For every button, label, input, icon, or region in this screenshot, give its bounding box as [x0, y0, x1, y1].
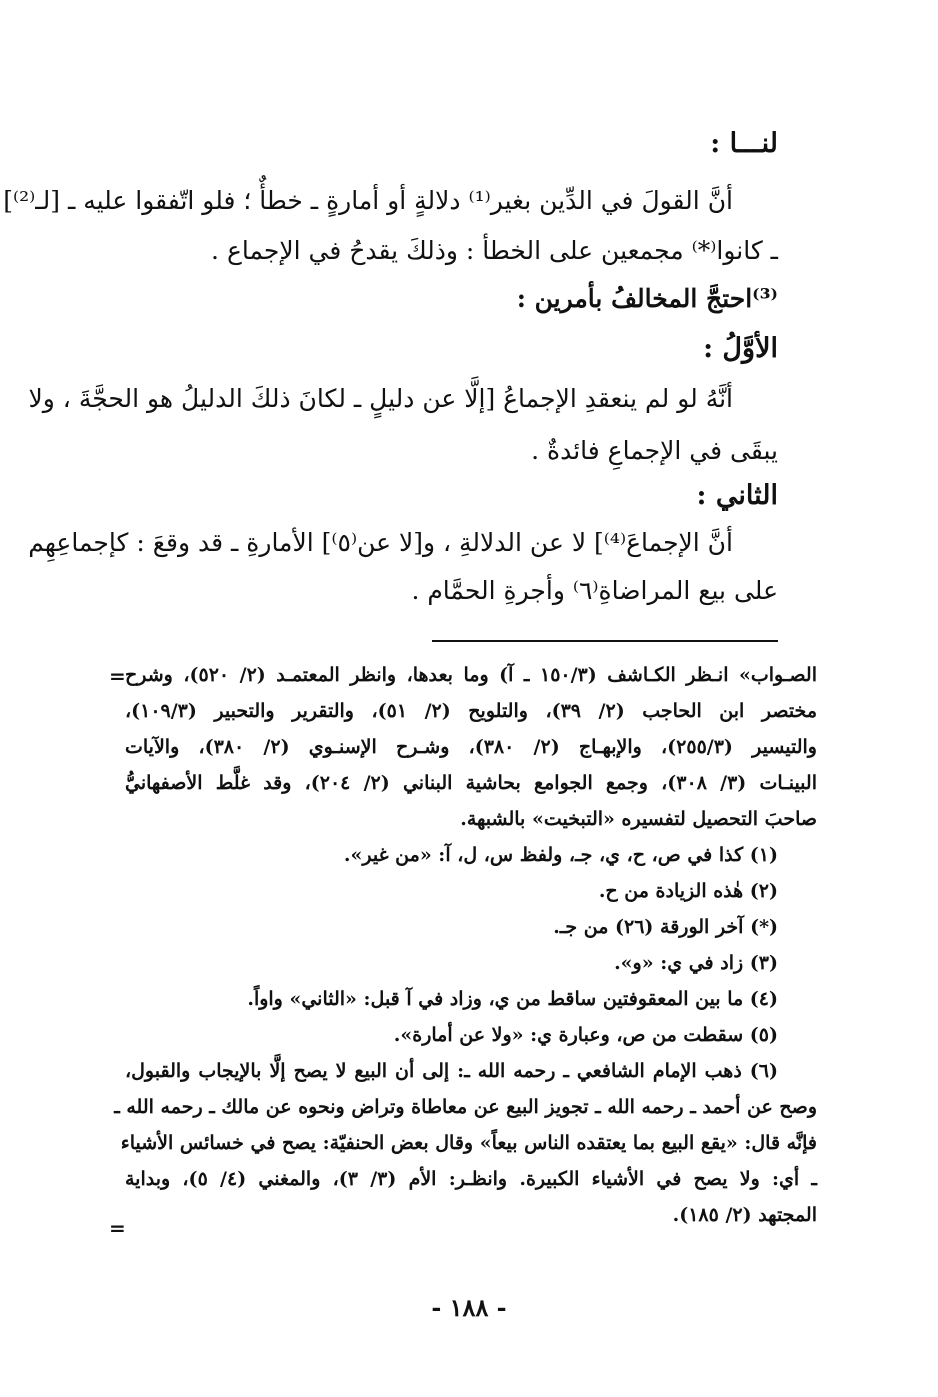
- footnote-continuation-line-3: والتيسير (٢٥٥/٣)، والإبهـاج (٢/ ٣٨٠)، وشـرح الإسنـوي (٢/ ٣٨٠)، والآيات: [125, 736, 817, 758]
- footnote-3: (٣) زاد في ي: «و».: [614, 952, 778, 974]
- continuation-mark-bottom: =: [109, 1216, 126, 1240]
- footnote-5: (٥) سقطت من ص، وعبارة ي: «ولا عن أمارة».: [393, 1024, 778, 1046]
- footnote-continuation-line-4: البينـات (٣/ ٣٠٨)، وجمع الجوامع بحاشية البناني (٢/ ٢٠٤)، وقد غلَّط الأصفهانيُّ: [125, 772, 817, 794]
- footnote-6-line-1: (٦) ذهب الإمام الشافعي ـ رحمه الله ـ: إلى أن البيع لا يصح إلَّا بالإيجاب والقبول،: [125, 1060, 778, 1082]
- paragraph-1-line-2: ـ كانوا⁽*⁾ مجمعين على الخطأ : وذلكَ يقدحُ في الإجماع .: [211, 236, 778, 265]
- paragraph-1-line-1: أنَّ القولَ في الدِّين بغير⁽¹⁾ دلالةٍ أو أمارةٍ ـ خطأٌ ؛ فلو اتّفقوا عليه ـ [لـ⁽²⁾]: [3, 186, 733, 215]
- heading-lana: لنـــا :: [710, 128, 778, 159]
- heading-second: الثاني :: [696, 480, 778, 511]
- footnote-1: (١) كذا في ص، ح، ي، جـ، ولفظ س، ل، آ: «من غير».: [343, 844, 778, 866]
- footnote-6-line-5: المجتهد (٢/ ١٨٥).: [672, 1204, 817, 1226]
- heading-ihtajja: ⁽³⁾احتجَّ المخالفُ بأمرين :: [516, 284, 778, 313]
- footnote-6-line-2: وصح عن أحمد ـ رحمه الله ـ تجويز البيع عن معاطاة وتراض ونحوه عن مالك ـ رحمه الله ـ: [114, 1096, 817, 1118]
- footnote-continuation-line-2: مختصر ابن الحاجب (٢/ ٣٩)، والتلويح (٢/ ٥١)، والتقرير والتحبير (١٠٩/٣)،: [125, 700, 817, 722]
- paragraph-3-line-2: على بيع المراضاةِ⁽٦⁾ وأجرةِ الحمَّام .: [411, 576, 778, 605]
- footnote-continuation-line-5: صاحبَ التحصيل لتفسيره «التبخيت» بالشبهة.: [460, 808, 817, 830]
- continuation-mark-top: =: [109, 664, 126, 688]
- paragraph-2-line-2: يبقَى في الإجماعِ فائدةٌ .: [531, 436, 778, 465]
- footnote-star: (*) آخر الورقة (٢٦) من جـ.: [553, 916, 778, 938]
- page-number: - ١٨٨ -: [431, 1293, 507, 1322]
- footnote-separator: [432, 640, 778, 642]
- footnote-6-line-4: ـ أي: ولا يصح في الأشياء الكبيرة. وانظـر: الأم (٣/ ٣)، والمغني (٤/ ٥)، وبداية: [125, 1168, 817, 1190]
- paragraph-3-line-1: أنَّ الإجماعَ⁽⁴⁾] لا عن الدلالةِ ، و[لا عن⁽٥⁾] الأمارةِ ـ قد وقعَ : كإجماعِهِم: [28, 528, 733, 557]
- footnote-2: (٢) هٰذه الزيادة من ح.: [598, 880, 778, 902]
- footnote-6-line-3: فإنَّه قال: «يقع البيع بما يعتقده الناس بيعاً» وقال بعض الحنفيّة: يصح في خسائس الأشياء: [120, 1132, 817, 1154]
- footnote-continuation-line-1: الصـواب» انـظر الكـاشف (١٥٠/٣ ـ آ) وما بعدها، وانظر المعتمـد (٢/ ٥٢٠)، وشرح: [125, 664, 817, 686]
- heading-first: الأوَّلُ :: [703, 333, 778, 364]
- footnote-4: (٤) ما بين المعقوفتين ساقط من ي، وزاد في آ قبل: «الثاني» واواً.: [247, 988, 778, 1010]
- paragraph-2-line-1: أنَّهُ لو لم ينعقدِ الإجماعُ [إلَّا عن دليلٍ ـ لكانَ ذلكَ الدليلُ هو الحجَّةَ ، ولا: [28, 384, 733, 413]
